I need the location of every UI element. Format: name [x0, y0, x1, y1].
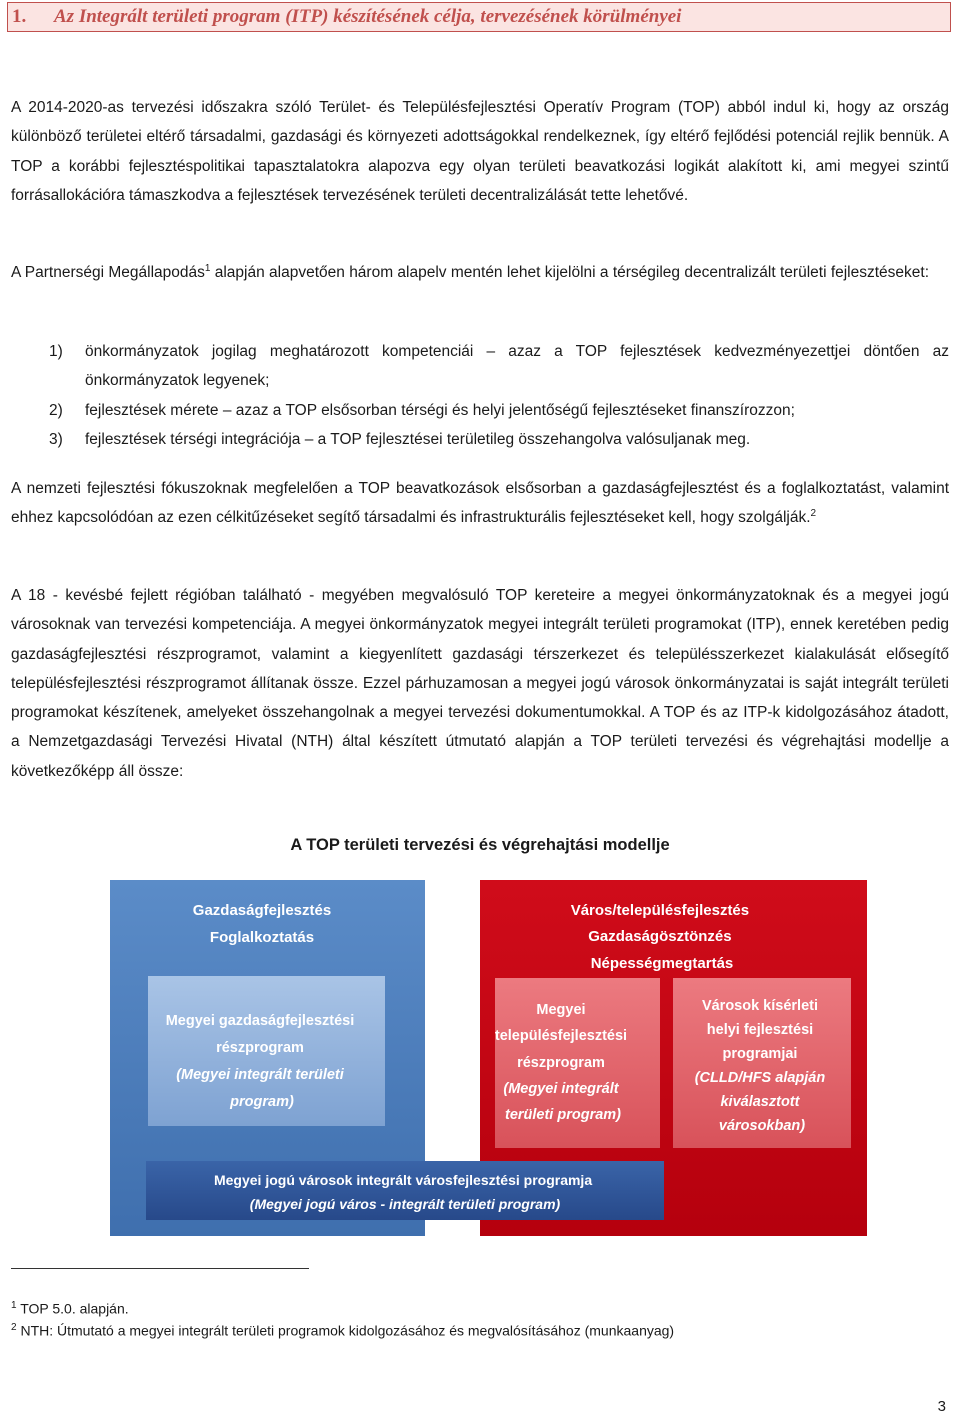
red-left-text: Megyei településfejlesztési részprogram (Megyei integrált területi program) — [494, 1002, 628, 1123]
list-item: 1) önkormányzatok jogilag meghatározott kompetenciái – azaz a TOP fejlesztések kedvezményezettjei döntően az önkormányzatok legyenek; — [49, 343, 949, 390]
red-header-lines: Város/településfejlesztés Gazdaságösztönzés Népességmegtartás — [570, 902, 750, 972]
list-item: 3) fejlesztések térségi integrációja – a TOP fejlesztései területileg összehangolva valósuljanak meg. — [49, 431, 751, 448]
section-title: Az Integrált területi program (ITP) készítésének célja, tervezésének körülményei — [54, 6, 682, 27]
figure-title: A TOP területi tervezési és végrehajtási modellje — [290, 836, 670, 854]
section-number: 1. — [12, 6, 27, 27]
footnote-ref-1: 1 — [204, 262, 211, 274]
focus-paragraph: A nemzeti fejlesztési fókuszoknak megfelelően a TOP beavatkozások elsősorban a gazdaságfejlesztést és a foglalkoztatást, valamint ehhez kapcsolódóan az ezen célkitűzéseket segítő társadalmi és infrastrukturális fejlesztéseket kell, hogy szolgálják.$^2$ — [11, 480, 949, 527]
blue-inner-text: Megyei gazdaságfejlesztési részprogram (Megyei integrált területi program) — [165, 1013, 355, 1110]
competence-paragraph: A 18 - kevésbé fejlett régióban található - megyében megvalósuló TOP kereteire a megyei önkormányzatoknak és a megyei jogú városoknak van tervezési kompetenciája. A megyei önkormányzatok megyei integrált területi programokat (ITP), ennek keretében pedig gazdaságfejlesztési részprogramot, valamint a kiegyenlített gazdasági térszerkezet és településszerkezet kialakulását elősegítő településfejlesztési részprogramot állítanak össze. Ezzel párhuzamosan a megyei jogú városok önkormányzatai is saját integrált területi programokat készítenek, amelyeket összehangolnak a megyei tervezési dokumentumokkal. A TOP és az ITP-k kidolgozásához átadott, a Nemzetgazdasági Tervezési Hivatal (NTH) által készített útmutató alapján a TOP területi tervezési és végrehajtási modellje a következőképp áll össze: — [11, 587, 949, 780]
footnote: $^2$ NTH: Útmutató a megyei integrált területi programok kidolgozásához és megvalósításához (munkaanyag) — [11, 1322, 675, 1339]
blue-header-line: Gazdaságfejlesztés Foglalkoztatás — [192, 902, 332, 946]
footnote-separator — [11, 1268, 309, 1269]
footnote-ref-2: 2 — [810, 508, 817, 520]
footnote: $^1$ TOP 5.0. alapján. — [11, 1300, 129, 1317]
page-number: 3 — [937, 1398, 946, 1415]
partnership-paragraph: A Partnerségi Megállapodás$^1$ alapján alapvetően három alapelv mentén lehet kijelölni a térségileg decentralizált területi fejlesztéseket: — [11, 262, 930, 281]
intro-paragraph: A 2014-2020-as tervezési időszakra szóló Terület- és Településfejlesztési Operatív Program (TOP) abból indul ki, hogy az ország különböző területei eltérő társadalmi, gazdasági és környezeti adottságokkal rendelkeznek, így eltérő fejlődési potenciál rejlik bennük. A TOP a korábbi fejlesztéspolitikai tapasztalatokra alapozva egy olyan területi beavatkozási logikát alakított ki, ami megyei szintű forrásallokációra támaszkodva a fejlesztések tervezésének területi decentralizálását tette lehetővé. — [11, 99, 949, 204]
bottom-box-text: Megyei jogú városok integrált városfejlesztési programja (Megyei jogú város - integrált területi program) — [213, 1172, 593, 1212]
list-item: 2) fejlesztések mérete – azaz a TOP elsősorban térségi és helyi jelentőségű fejlesztéseket finanszírozzon; — [49, 402, 795, 419]
red-right-text: Városok kísérleti helyi fejlesztési programjai (CLLD/HFS alapján kiválasztott városokban) — [694, 998, 826, 1134]
